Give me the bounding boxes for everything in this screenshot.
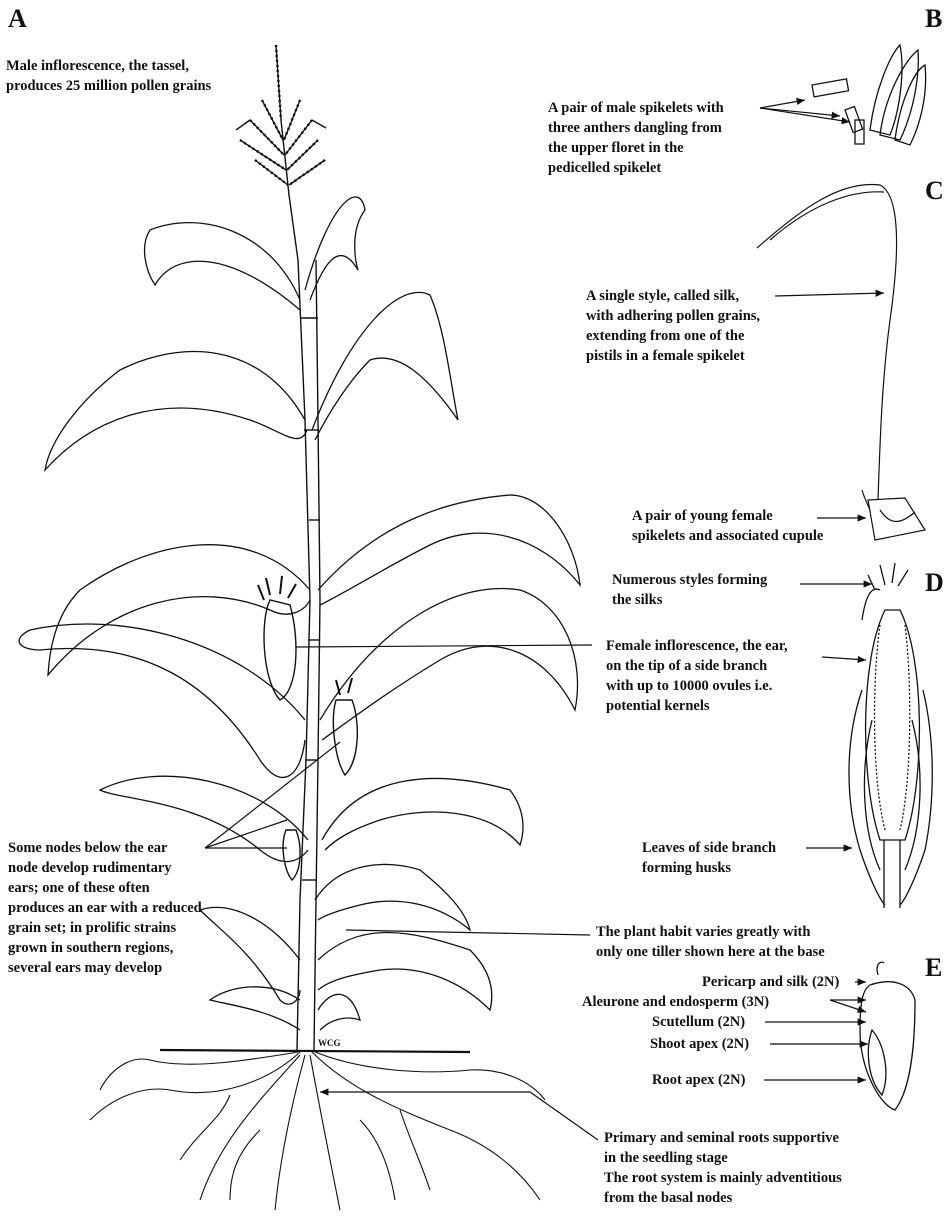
label-numerous-styles: Numerous styles forming the silks [612, 572, 768, 608]
panel-label-c: C [925, 176, 944, 205]
maize-plant [19, 45, 580, 1210]
single-silk [757, 184, 925, 540]
ear-section [849, 563, 932, 908]
roots [90, 1052, 545, 1210]
label-tassel: Male inflorescence, the tassel, produces 25 million pollen grains [6, 58, 212, 94]
ears [258, 576, 357, 880]
panel-label-e: E [925, 953, 943, 982]
label-scutellum: Scutellum (2N) [652, 1014, 746, 1030]
stalk [297, 260, 320, 1050]
label-ear: Female inflorescence, the ear, on the tip of a side branch with up to 10000 ovules i.e. potential kernels [606, 638, 788, 714]
label-husks: Leaves of side branch forming husks [642, 840, 777, 876]
ground-line [160, 1050, 470, 1052]
signature: WCG [318, 1038, 341, 1048]
panel-label-b: B [925, 4, 943, 33]
label-plant-habit: The plant habit varies greatly with only one tiller shown here at the base [596, 924, 825, 960]
label-pericarp: Pericarp and silk (2N) [702, 974, 840, 990]
tassel [236, 45, 326, 260]
label-silk: A single style, called silk, with adhering pollen grains, extending from one of the pistils in a female spikelet [586, 288, 761, 364]
panel-label-d: D [925, 568, 944, 597]
label-aleurone: Aleurone and endosperm (3N) [582, 994, 770, 1010]
kernel-section [860, 962, 915, 1110]
label-roots: Primary and seminal roots supportive in the seedling stage The root system is mainly adventitious from the basal nodes [604, 1130, 842, 1206]
panel-label-a: A [8, 4, 27, 33]
male-spikelets [812, 45, 926, 145]
label-root-apex: Root apex (2N) [652, 1072, 746, 1088]
label-male-spikelets: A pair of male spikelets with three anthers dangling from the upper floret in the pedicelled spikelet [548, 100, 724, 176]
label-shoot-apex: Shoot apex (2N) [650, 1036, 750, 1052]
label-rudimentary-ears: Some nodes below the ear node develop rudimentary ears; one of these often produces an ear with a reduced grain set; in prolific strains grown in southern regions, several ears may develop [8, 840, 202, 976]
label-young-female-spikelets: A pair of young female spikelets and associated cupule [632, 508, 824, 544]
